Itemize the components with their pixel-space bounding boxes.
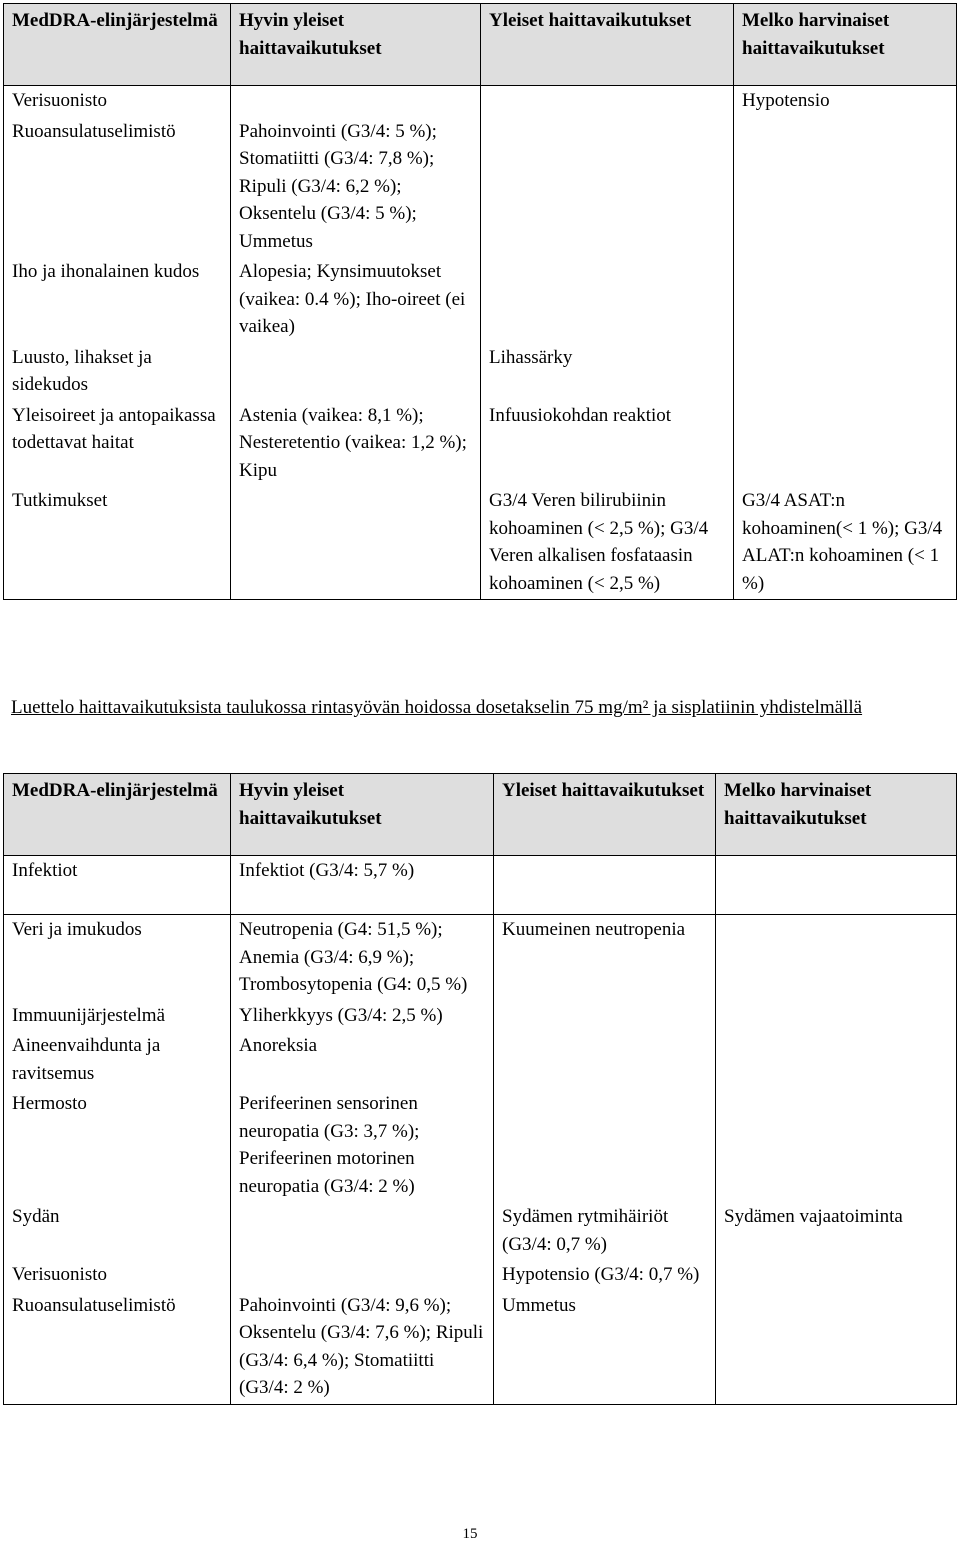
very-common-cell	[231, 343, 481, 401]
organ-system-cell: Aineenvaihdunta ja ravitsemus	[4, 1031, 231, 1089]
adverse-reactions-table-1	[3, 3, 957, 600]
organ-system-cell: Sydän	[4, 1202, 231, 1260]
uncommon-cell	[716, 1291, 957, 1405]
organ-system-cell: Tutkimukset	[4, 486, 231, 600]
uncommon-cell: Hypotensio	[734, 86, 957, 117]
common-cell	[494, 1089, 716, 1202]
common-cell	[481, 86, 734, 117]
organ-system-cell: Verisuonisto	[4, 86, 231, 117]
very-common-cell: Pahoinvointi (G3/4: 9,6 %); Oksentelu (G3/4: 7,6 %); Ripuli (G3/4: 6,4 %); Stomatiitti (G3/4: 2 %)	[231, 1291, 494, 1405]
very-common-cell: Perifeerinen sensorinen neuropatia (G3: 3,7 %); Perifeerinen motorinen neuropatia (G3/4: 2 %)	[231, 1089, 494, 1202]
page-number: 15	[462, 1526, 478, 1542]
organ-system-cell: Ruoansulatuselimistö	[4, 117, 231, 258]
uncommon-cell	[734, 401, 957, 487]
header-uncommon: Melko harvinaiset haittavaikutukset	[716, 774, 957, 856]
header-uncommon: Melko harvinaiset haittavaikutukset	[734, 4, 957, 86]
uncommon-cell: Sydämen vajaatoiminta	[716, 1202, 957, 1260]
common-cell: Kuumeinen neutropenia	[494, 915, 716, 1001]
header-very-common: Hyvin yleiset haittavaikutukset	[231, 4, 481, 86]
table-row	[4, 1031, 957, 1089]
table-row	[4, 343, 957, 401]
uncommon-cell	[734, 117, 957, 258]
table-row	[4, 86, 957, 117]
very-common-cell: Neutropenia (G4: 51,5 %); Anemia (G3/4: 6,9 %); Trombosytopenia (G4: 0,5 %)	[231, 915, 494, 1001]
uncommon-cell	[716, 1031, 957, 1089]
uncommon-cell: G3/4 ASAT:n kohoaminen(< 1 %); G3/4 ALAT:n kohoaminen (< 1 %)	[734, 486, 957, 600]
organ-system-cell: Verisuonisto	[4, 1260, 231, 1291]
common-cell	[494, 856, 716, 915]
common-cell	[494, 1001, 716, 1032]
table-row	[4, 1202, 957, 1260]
very-common-cell	[231, 1260, 494, 1291]
organ-system-cell: Iho ja ihonalainen kudos	[4, 257, 231, 343]
table-row	[4, 117, 957, 258]
uncommon-cell	[716, 1260, 957, 1291]
table-row	[4, 1001, 957, 1032]
common-cell: G3/4 Veren bilirubiinin kohoaminen (< 2,5 %); G3/4 Veren alkalisen fosfataasin kohoaminen (< 2,5 %)	[481, 486, 734, 600]
common-cell: Lihassärky	[481, 343, 734, 401]
header-very-common: Hyvin yleiset haittavaikutukset	[231, 774, 494, 856]
uncommon-cell	[734, 257, 957, 343]
table-row	[4, 1291, 957, 1405]
adverse-reactions-table-2	[3, 773, 957, 1405]
header-organ-system: MedDRA-elinjärjestelmä	[4, 4, 231, 86]
very-common-cell: Infektiot (G3/4: 5,7 %)	[231, 856, 494, 915]
organ-system-cell: Ruoansulatuselimistö	[4, 1291, 231, 1405]
common-cell: Sydämen rytmihäiriöt (G3/4: 0,7 %)	[494, 1202, 716, 1260]
organ-system-cell: Immuunijärjestelmä	[4, 1001, 231, 1032]
very-common-cell: Astenia (vaikea: 8,1 %); Nesteretentio (vaikea: 1,2 %); Kipu	[231, 401, 481, 487]
very-common-cell: Anoreksia	[231, 1031, 494, 1089]
header-common: Yleiset haittavaikutukset	[494, 774, 716, 856]
organ-system-cell: Veri ja imukudos	[4, 915, 231, 1001]
common-cell	[494, 1031, 716, 1089]
common-cell: Hypotensio (G3/4: 0,7 %)	[494, 1260, 716, 1291]
uncommon-cell	[716, 1089, 957, 1202]
very-common-cell: Pahoinvointi (G3/4: 5 %); Stomatiitti (G3/4: 7,8 %); Ripuli (G3/4: 6,2 %); Oksentelu (G3/4: 5 %); Ummetus	[231, 117, 481, 258]
common-cell: Infuusiokohdan reaktiot	[481, 401, 734, 487]
table-row	[4, 915, 957, 1001]
very-common-cell	[231, 1202, 494, 1260]
very-common-cell	[231, 86, 481, 117]
header-common: Yleiset haittavaikutukset	[481, 4, 734, 86]
organ-system-cell: Hermosto	[4, 1089, 231, 1202]
common-cell	[481, 117, 734, 258]
uncommon-cell	[716, 915, 957, 1001]
organ-system-cell: Infektiot	[4, 856, 231, 915]
table-row	[4, 1089, 957, 1202]
organ-system-cell: Luusto, lihakset ja sidekudos	[4, 343, 231, 401]
table-caption: Luettelo haittavaikutuksista taulukossa rintasyövän hoidossa dosetakselin 75 mg/m² ja sisplatiinin yhdistelmällä	[11, 697, 863, 718]
table-row	[4, 486, 957, 600]
common-cell	[481, 257, 734, 343]
common-cell: Ummetus	[494, 1291, 716, 1405]
header-organ-system: MedDRA-elinjärjestelmä	[4, 774, 231, 856]
uncommon-cell	[734, 343, 957, 401]
very-common-cell	[231, 486, 481, 600]
table-row	[4, 401, 957, 487]
very-common-cell: Alopesia; Kynsimuutokset (vaikea: 0.4 %); Iho-oireet (ei vaikea)	[231, 257, 481, 343]
table-row	[4, 856, 957, 915]
uncommon-cell	[716, 1001, 957, 1032]
very-common-cell: Yliherkkyys (G3/4: 2,5 %)	[231, 1001, 494, 1032]
table-row	[4, 257, 957, 343]
organ-system-cell: Yleisoireet ja antopaikassa todettavat haitat	[4, 401, 231, 487]
table-row	[4, 1260, 957, 1291]
uncommon-cell	[716, 856, 957, 915]
